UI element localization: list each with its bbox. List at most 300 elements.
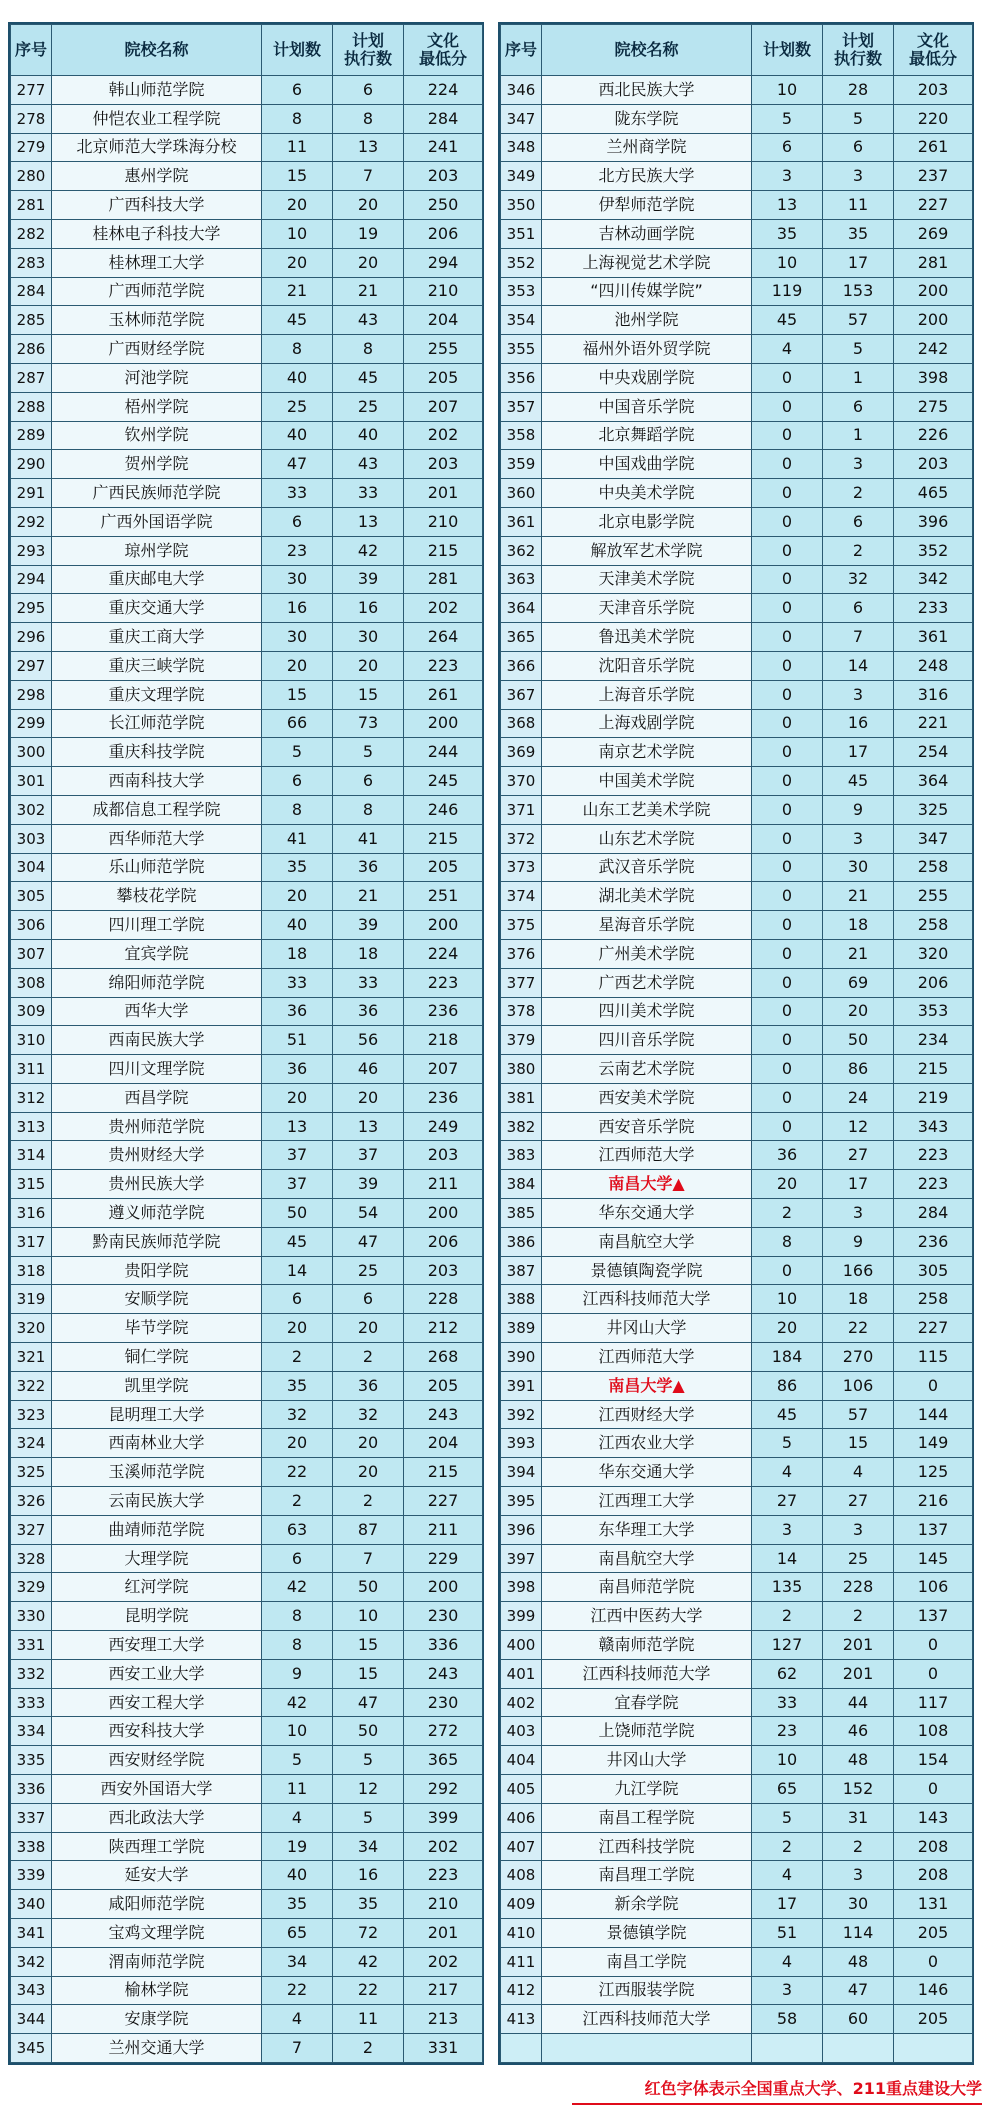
min-score-cell: 269 xyxy=(894,219,973,248)
table-row xyxy=(11,76,483,105)
table-row xyxy=(501,1026,973,1055)
min-score-cell: 210 xyxy=(404,277,483,306)
min-score-cell: 396 xyxy=(894,507,973,536)
school-name-cell: 重庆邮电大学 xyxy=(52,565,262,594)
plan-count-cell: 4 xyxy=(262,1803,333,1832)
table-row xyxy=(501,968,973,997)
school-name-cell: 井冈山大学 xyxy=(542,1314,752,1343)
plan-count-cell: 0 xyxy=(752,767,823,796)
serial-number-cell: 288 xyxy=(11,392,52,421)
executed-count-cell: 18 xyxy=(333,939,404,968)
plan-count-cell: 17 xyxy=(752,1890,823,1919)
serial-number-cell: 296 xyxy=(11,623,52,652)
school-name-cell: 沈阳音乐学院 xyxy=(542,651,752,680)
serial-number-cell: 366 xyxy=(501,651,542,680)
min-score-cell: 200 xyxy=(404,911,483,940)
empty-cell xyxy=(823,2034,894,2063)
min-score-cell: 200 xyxy=(894,306,973,335)
plan-count-cell: 33 xyxy=(262,968,333,997)
executed-count-cell: 21 xyxy=(823,939,894,968)
school-name-cell: 天津音乐学院 xyxy=(542,594,752,623)
school-name-cell: 江西理工大学 xyxy=(542,1487,752,1516)
table-row xyxy=(501,1429,973,1458)
plan-count-cell: 8 xyxy=(262,335,333,364)
table-row xyxy=(11,1314,483,1343)
table-row xyxy=(11,1371,483,1400)
plan-count-cell: 0 xyxy=(752,824,823,853)
min-score-cell: 251 xyxy=(404,882,483,911)
plan-count-cell: 2 xyxy=(752,1602,823,1631)
school-name-cell: 陇东学院 xyxy=(542,104,752,133)
serial-number-cell: 410 xyxy=(501,1919,542,1948)
serial-number-cell: 408 xyxy=(501,1861,542,1890)
executed-count-cell: 6 xyxy=(333,767,404,796)
serial-number-cell: 330 xyxy=(11,1602,52,1631)
table-row xyxy=(501,738,973,767)
min-score-cell: 227 xyxy=(894,191,973,220)
school-name-cell: 江西科技师范大学 xyxy=(542,1285,752,1314)
table-row xyxy=(501,1746,973,1775)
school-name-cell: 武汉音乐学院 xyxy=(542,853,752,882)
executed-count-cell: 152 xyxy=(823,1775,894,1804)
table-row xyxy=(11,1947,483,1976)
serial-number-cell: 395 xyxy=(501,1487,542,1516)
executed-count-cell: 6 xyxy=(333,76,404,105)
plan-count-cell: 65 xyxy=(752,1775,823,1804)
school-name-cell: 河池学院 xyxy=(52,363,262,392)
table-row xyxy=(11,219,483,248)
min-score-cell: 202 xyxy=(404,1947,483,1976)
serial-number-cell: 387 xyxy=(501,1256,542,1285)
executed-count-cell: 7 xyxy=(823,623,894,652)
school-name-cell: 解放军艺术学院 xyxy=(542,536,752,565)
plan-count-cell: 18 xyxy=(262,939,333,968)
serial-number-cell: 307 xyxy=(11,939,52,968)
table-row xyxy=(11,104,483,133)
serial-number-cell: 295 xyxy=(11,594,52,623)
executed-count-cell: 166 xyxy=(823,1256,894,1285)
school-name-cell: 陕西理工学院 xyxy=(52,1832,262,1861)
school-name-cell: 毕节学院 xyxy=(52,1314,262,1343)
table-row xyxy=(11,1659,483,1688)
min-score-cell: 0 xyxy=(894,1659,973,1688)
table-row xyxy=(501,1832,973,1861)
executed-count-cell: 28 xyxy=(823,76,894,105)
executed-count-cell: 13 xyxy=(333,507,404,536)
serial-number-cell: 398 xyxy=(501,1573,542,1602)
school-name-cell: 天津美术学院 xyxy=(542,565,752,594)
school-name-cell: 重庆文理学院 xyxy=(52,680,262,709)
executed-count-cell: 13 xyxy=(333,1112,404,1141)
table-row xyxy=(11,277,483,306)
serial-number-cell: 365 xyxy=(501,623,542,652)
table-row xyxy=(11,623,483,652)
min-score-cell: 202 xyxy=(404,1832,483,1861)
serial-number-cell: 393 xyxy=(501,1429,542,1458)
executed-count-cell: 20 xyxy=(333,248,404,277)
serial-number-cell: 359 xyxy=(501,450,542,479)
school-name-cell: 贺州学院 xyxy=(52,450,262,479)
executed-count-cell: 60 xyxy=(823,2005,894,2034)
right-table-body xyxy=(501,76,973,2063)
serial-number-cell: 378 xyxy=(501,997,542,1026)
serial-number-cell: 332 xyxy=(11,1659,52,1688)
serial-number-cell: 285 xyxy=(11,306,52,335)
executed-count-cell: 46 xyxy=(823,1717,894,1746)
executed-count-cell: 201 xyxy=(823,1659,894,1688)
serial-number-cell: 292 xyxy=(11,507,52,536)
serial-number-cell: 277 xyxy=(11,76,52,105)
executed-count-cell: 45 xyxy=(823,767,894,796)
serial-number-cell: 312 xyxy=(11,1083,52,1112)
school-name-cell: 西安工程大学 xyxy=(52,1688,262,1717)
min-score-cell: 208 xyxy=(894,1861,973,1890)
plan-count-cell: 66 xyxy=(262,709,333,738)
min-score-cell: 204 xyxy=(404,1429,483,1458)
executed-count-cell: 32 xyxy=(823,565,894,594)
plan-count-cell: 30 xyxy=(262,565,333,594)
min-score-cell: 205 xyxy=(404,853,483,882)
executed-count-cell: 15 xyxy=(333,1659,404,1688)
table-row xyxy=(11,1343,483,1372)
serial-number-cell: 326 xyxy=(11,1487,52,1516)
min-score-cell: 215 xyxy=(404,824,483,853)
plan-count-cell: 40 xyxy=(262,911,333,940)
serial-number-cell: 310 xyxy=(11,1026,52,1055)
executed-count-cell: 47 xyxy=(823,1976,894,2005)
min-score-cell: 272 xyxy=(404,1717,483,1746)
plan-count-cell: 45 xyxy=(752,1400,823,1429)
table-row xyxy=(501,1631,973,1660)
executed-count-cell: 5 xyxy=(333,738,404,767)
school-name-cell: 四川音乐学院 xyxy=(542,1026,752,1055)
table-row xyxy=(501,1688,973,1717)
table-row xyxy=(11,421,483,450)
serial-number-cell: 308 xyxy=(11,968,52,997)
plan-count-cell: 2 xyxy=(262,1487,333,1516)
serial-number-cell: 284 xyxy=(11,277,52,306)
min-score-cell: 203 xyxy=(404,1256,483,1285)
executed-count-cell: 43 xyxy=(333,450,404,479)
table-row xyxy=(11,1083,483,1112)
table-row xyxy=(501,1717,973,1746)
table-row xyxy=(11,248,483,277)
min-score-cell: 208 xyxy=(894,1832,973,1861)
serial-number-cell: 281 xyxy=(11,191,52,220)
table-row xyxy=(11,335,483,364)
plan-count-cell: 8 xyxy=(262,1631,333,1660)
school-name-cell: 南昌师范学院 xyxy=(542,1573,752,1602)
min-score-cell: 249 xyxy=(404,1112,483,1141)
min-score-cell: 258 xyxy=(894,853,973,882)
table-row xyxy=(501,1487,973,1516)
executed-count-cell: 87 xyxy=(333,1515,404,1544)
plan-count-cell: 8 xyxy=(752,1227,823,1256)
table-row xyxy=(11,507,483,536)
serial-number-cell: 316 xyxy=(11,1199,52,1228)
school-name-cell: 广西财经学院 xyxy=(52,335,262,364)
serial-number-cell: 377 xyxy=(501,968,542,997)
plan-count-cell: 2 xyxy=(262,1343,333,1372)
school-name-cell: 上海音乐学院 xyxy=(542,680,752,709)
table-row xyxy=(11,1573,483,1602)
serial-number-cell: 306 xyxy=(11,911,52,940)
executed-count-cell: 11 xyxy=(333,2005,404,2034)
school-name-cell: 桂林电子科技大学 xyxy=(52,219,262,248)
serial-number-cell: 361 xyxy=(501,507,542,536)
plan-count-cell: 10 xyxy=(262,1717,333,1746)
min-score-cell: 398 xyxy=(894,363,973,392)
serial-number-cell: 391 xyxy=(501,1371,542,1400)
min-score-cell: 268 xyxy=(404,1343,483,1372)
plan-count-cell: 6 xyxy=(262,1285,333,1314)
executed-count-cell: 6 xyxy=(823,133,894,162)
executed-count-cell: 47 xyxy=(333,1227,404,1256)
min-score-cell: 399 xyxy=(404,1803,483,1832)
serial-number-cell: 320 xyxy=(11,1314,52,1343)
serial-number-cell: 369 xyxy=(501,738,542,767)
serial-number-cell: 299 xyxy=(11,709,52,738)
executed-count-cell: 33 xyxy=(333,479,404,508)
table-row xyxy=(11,1026,483,1055)
table-row xyxy=(501,450,973,479)
school-name-cell: 九江学院 xyxy=(542,1775,752,1804)
table-row xyxy=(11,853,483,882)
executed-count-cell: 36 xyxy=(333,853,404,882)
plan-count-cell: 65 xyxy=(262,1919,333,1948)
min-score-cell: 202 xyxy=(404,421,483,450)
serial-number-cell: 382 xyxy=(501,1112,542,1141)
serial-number-cell: 344 xyxy=(11,2005,52,2034)
executed-count-cell: 36 xyxy=(333,997,404,1026)
serial-number-cell: 407 xyxy=(501,1832,542,1861)
school-name-cell: 中国戏曲学院 xyxy=(542,450,752,479)
executed-count-cell: 30 xyxy=(823,1890,894,1919)
school-name-cell: 攀枝花学院 xyxy=(52,882,262,911)
empty-cell xyxy=(894,2034,973,2063)
table-row xyxy=(501,1803,973,1832)
table-row xyxy=(501,1055,973,1084)
executed-count-cell: 21 xyxy=(333,882,404,911)
plan-count-cell: 0 xyxy=(752,1112,823,1141)
table-row xyxy=(11,594,483,623)
table-row xyxy=(11,738,483,767)
serial-number-cell: 345 xyxy=(11,2034,52,2063)
min-score-cell: 220 xyxy=(894,104,973,133)
table-row xyxy=(501,162,973,191)
min-score-cell: 211 xyxy=(404,1170,483,1199)
serial-number-cell: 375 xyxy=(501,911,542,940)
serial-number-cell: 370 xyxy=(501,767,542,796)
min-score-cell: 146 xyxy=(894,1976,973,2005)
min-score-cell: 465 xyxy=(894,479,973,508)
school-name-cell: 中国音乐学院 xyxy=(542,392,752,421)
serial-number-cell: 309 xyxy=(11,997,52,1026)
school-name-cell: 江西师范大学 xyxy=(542,1141,752,1170)
executed-count-cell: 45 xyxy=(333,363,404,392)
plan-count-cell: 10 xyxy=(752,1285,823,1314)
table-row xyxy=(501,479,973,508)
plan-count-cell: 37 xyxy=(262,1141,333,1170)
footnote-legend: 红色字体表示全国重点大学、211重点建设大学 xyxy=(572,2076,982,2105)
min-score-cell: 223 xyxy=(894,1170,973,1199)
header-serial-number: 序号 xyxy=(501,25,542,76)
serial-number-cell: 385 xyxy=(501,1199,542,1228)
serial-number-cell: 282 xyxy=(11,219,52,248)
serial-number-cell: 304 xyxy=(11,853,52,882)
table-row xyxy=(501,363,973,392)
table-row xyxy=(501,219,973,248)
school-name-cell: 中央美术学院 xyxy=(542,479,752,508)
school-name-cell: 山东工艺美术学院 xyxy=(542,795,752,824)
min-score-cell: 221 xyxy=(894,709,973,738)
executed-count-cell: 18 xyxy=(823,911,894,940)
school-name-cell: 南昌理工学院 xyxy=(542,1861,752,1890)
serial-number-cell: 297 xyxy=(11,651,52,680)
plan-count-cell: 21 xyxy=(262,277,333,306)
school-name-cell: 西安音乐学院 xyxy=(542,1112,752,1141)
school-name-cell: 黔南民族师范学院 xyxy=(52,1227,262,1256)
executed-count-cell: 20 xyxy=(333,1314,404,1343)
min-score-cell: 258 xyxy=(894,911,973,940)
executed-count-cell: 15 xyxy=(333,1631,404,1660)
table-row xyxy=(11,767,483,796)
serial-number-cell: 327 xyxy=(11,1515,52,1544)
table-row xyxy=(11,680,483,709)
plan-count-cell: 11 xyxy=(262,133,333,162)
school-name-cell: 吉林动画学院 xyxy=(542,219,752,248)
plan-count-cell: 50 xyxy=(262,1199,333,1228)
school-name-cell: 江西科技师范大学 xyxy=(542,2005,752,2034)
serial-number-cell: 367 xyxy=(501,680,542,709)
plan-count-cell: 10 xyxy=(752,248,823,277)
plan-count-cell: 5 xyxy=(752,1803,823,1832)
min-score-cell: 255 xyxy=(404,335,483,364)
plan-count-cell: 6 xyxy=(262,76,333,105)
serial-number-cell: 380 xyxy=(501,1055,542,1084)
table-row xyxy=(501,1314,973,1343)
school-name-cell: 钦州学院 xyxy=(52,421,262,450)
plan-count-cell: 0 xyxy=(752,450,823,479)
school-name-cell: 南昌大学▲ xyxy=(542,1371,752,1400)
table-row xyxy=(11,1803,483,1832)
plan-count-cell: 0 xyxy=(752,363,823,392)
min-score-cell: 364 xyxy=(894,767,973,796)
table-row xyxy=(501,392,973,421)
plan-count-cell: 45 xyxy=(262,1227,333,1256)
serial-number-cell: 290 xyxy=(11,450,52,479)
table-row xyxy=(501,1861,973,1890)
plan-count-cell: 0 xyxy=(752,507,823,536)
serial-number-cell: 331 xyxy=(11,1631,52,1660)
table-row xyxy=(11,479,483,508)
executed-count-cell: 7 xyxy=(333,1544,404,1573)
serial-number-cell: 293 xyxy=(11,536,52,565)
plan-count-cell: 0 xyxy=(752,1256,823,1285)
table-row xyxy=(11,1487,483,1516)
serial-number-cell: 278 xyxy=(11,104,52,133)
serial-number-cell: 381 xyxy=(501,1083,542,1112)
min-score-cell: 343 xyxy=(894,1112,973,1141)
executed-count-cell: 33 xyxy=(333,968,404,997)
school-name-cell: 玉林师范学院 xyxy=(52,306,262,335)
min-score-cell: 202 xyxy=(404,594,483,623)
school-name-cell: 宜春学院 xyxy=(542,1688,752,1717)
executed-count-cell: 8 xyxy=(333,795,404,824)
plan-count-cell: 10 xyxy=(752,76,823,105)
school-name-cell: 西北民族大学 xyxy=(542,76,752,105)
min-score-cell: 203 xyxy=(404,450,483,479)
table-row xyxy=(501,824,973,853)
school-name-cell: 西安美术学院 xyxy=(542,1083,752,1112)
plan-count-cell: 30 xyxy=(262,623,333,652)
school-name-cell: 云南艺术学院 xyxy=(542,1055,752,1084)
serial-number-cell: 388 xyxy=(501,1285,542,1314)
serial-number-cell: 336 xyxy=(11,1775,52,1804)
min-score-cell: 108 xyxy=(894,1717,973,1746)
executed-count-cell: 201 xyxy=(823,1631,894,1660)
executed-count-cell: 56 xyxy=(333,1026,404,1055)
executed-count-cell: 21 xyxy=(333,277,404,306)
plan-count-cell: 0 xyxy=(752,709,823,738)
school-name-cell: 伊犁师范学院 xyxy=(542,191,752,220)
executed-count-cell: 6 xyxy=(823,507,894,536)
serial-number-cell: 313 xyxy=(11,1112,52,1141)
executed-count-cell: 17 xyxy=(823,738,894,767)
min-score-cell: 0 xyxy=(894,1947,973,1976)
executed-count-cell: 2 xyxy=(333,1487,404,1516)
min-score-cell: 0 xyxy=(894,1775,973,1804)
plan-count-cell: 5 xyxy=(262,1746,333,1775)
min-score-cell: 365 xyxy=(404,1746,483,1775)
min-score-cell: 234 xyxy=(894,1026,973,1055)
serial-number-cell: 371 xyxy=(501,795,542,824)
school-name-cell: 桂林理工大学 xyxy=(52,248,262,277)
school-name-cell: 新余学院 xyxy=(542,1890,752,1919)
min-score-cell: 230 xyxy=(404,1602,483,1631)
school-name-cell: 池州学院 xyxy=(542,306,752,335)
min-score-cell: 205 xyxy=(404,1371,483,1400)
plan-count-cell: 5 xyxy=(262,738,333,767)
table-row xyxy=(501,191,973,220)
table-row xyxy=(11,709,483,738)
school-name-cell: 北方民族大学 xyxy=(542,162,752,191)
plan-count-cell: 6 xyxy=(262,1544,333,1573)
executed-count-cell: 40 xyxy=(333,421,404,450)
executed-count-cell: 57 xyxy=(823,1400,894,1429)
serial-number-cell: 302 xyxy=(11,795,52,824)
min-score-cell: 230 xyxy=(404,1688,483,1717)
serial-number-cell: 373 xyxy=(501,853,542,882)
min-score-cell: 228 xyxy=(404,1285,483,1314)
plan-count-cell: 2 xyxy=(752,1199,823,1228)
school-name-cell: 南京艺术学院 xyxy=(542,738,752,767)
serial-number-cell: 298 xyxy=(11,680,52,709)
table-row xyxy=(501,104,973,133)
min-score-cell: 331 xyxy=(404,2034,483,2063)
plan-count-cell: 3 xyxy=(752,1976,823,2005)
school-name-cell: 绵阳师范学院 xyxy=(52,968,262,997)
serial-number-cell: 349 xyxy=(501,162,542,191)
serial-number-cell: 411 xyxy=(501,1947,542,1976)
table-row xyxy=(501,306,973,335)
table-row xyxy=(501,911,973,940)
min-score-cell: 117 xyxy=(894,1688,973,1717)
plan-count-cell: 6 xyxy=(262,507,333,536)
executed-count-cell: 11 xyxy=(823,191,894,220)
table-row xyxy=(11,565,483,594)
header-plan-count: 计划数 xyxy=(262,25,333,76)
